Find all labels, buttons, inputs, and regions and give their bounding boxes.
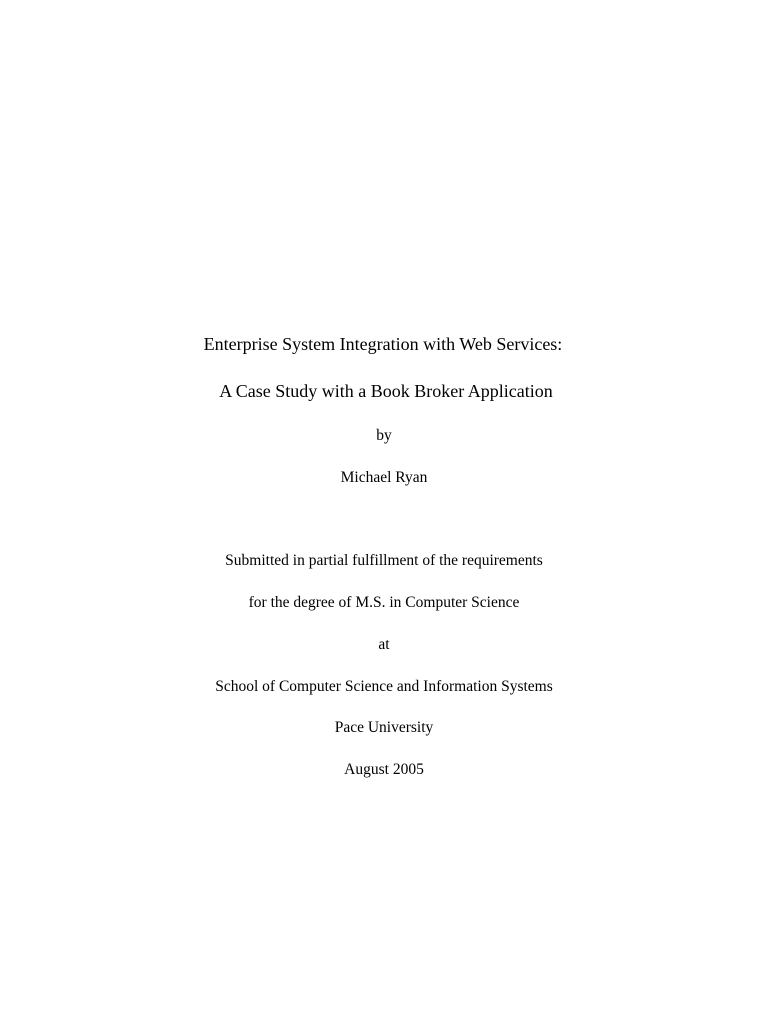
by-label: by <box>376 427 392 444</box>
submission-statement-line-2: for the degree of M.S. in Computer Science <box>248 594 520 611</box>
document-title-line-2: A Case Study with a Book Broker Application <box>219 381 553 401</box>
submission-date: August 2005 <box>344 761 424 778</box>
document-title-line-1: Enterprise System Integration with Web Services: <box>203 334 563 354</box>
university-name: Pace University <box>334 719 434 736</box>
at-label: at <box>378 636 390 653</box>
submission-statement-line-1: Submitted in partial fulfillment of the requirements <box>225 552 543 569</box>
author-name: Michael Ryan <box>340 469 428 486</box>
school-name: School of Computer Science and Information Systems <box>215 678 553 695</box>
